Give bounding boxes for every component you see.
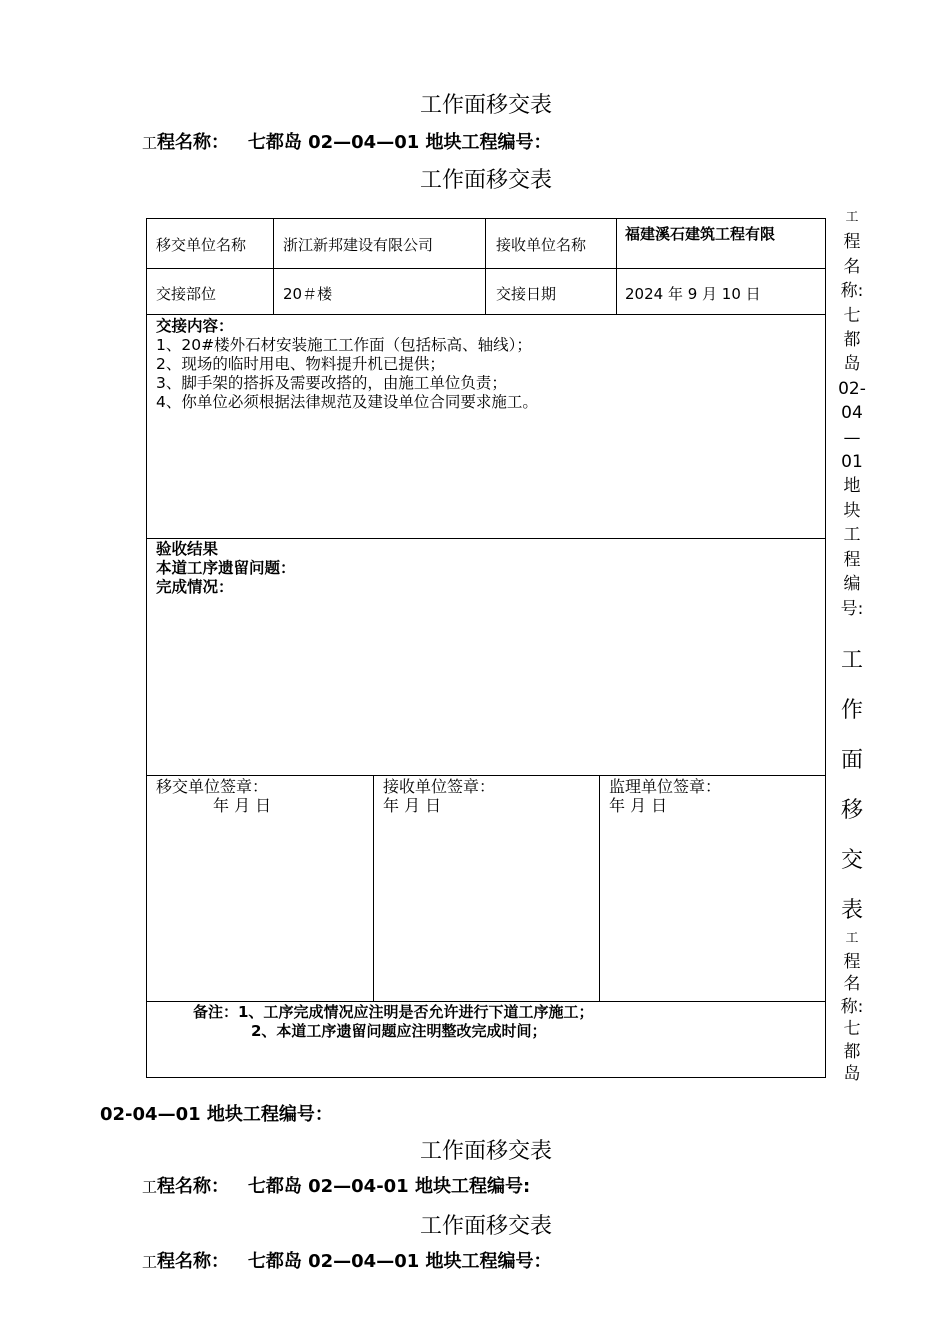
side-char: 工 <box>845 931 859 946</box>
handover-signature <box>156 777 271 815</box>
side-char: 编 <box>843 574 861 595</box>
project-line-1 <box>142 128 552 154</box>
project-lead: 工 <box>142 1253 158 1271</box>
side-char: 都 <box>843 330 861 351</box>
page-title-1: 工作面移交表 <box>420 93 553 118</box>
content-item: 1、20#楼外石材安装施工工作面（包括标高、轴线）； <box>156 336 532 354</box>
project-value: 七都岛 02—04—01 地块工程编号： <box>247 1251 552 1272</box>
supervision-signature <box>609 777 721 815</box>
project-line-4 <box>142 1247 552 1273</box>
project-value: 七都岛 02—04-01 地块工程编号: <box>247 1176 531 1197</box>
receiving-signature-date: 年 月 日 <box>383 796 442 815</box>
side-char: 程 <box>843 951 861 972</box>
side-char: 都 <box>843 1041 861 1062</box>
page-title-3: 工作面移交表 <box>420 1139 553 1164</box>
side-char: 交 <box>840 848 863 873</box>
project-label: 程名称： <box>157 1251 230 1272</box>
content-item: 3、脚手架的搭拆及需要改搭的，由施工单位负责； <box>156 374 507 392</box>
acceptance-heading: 验收结果 <box>156 540 219 558</box>
side-char: 表 <box>840 898 863 923</box>
page-title-2: 工作面移交表 <box>420 168 553 193</box>
side-char: 名 <box>843 974 861 994</box>
side-char: 程 <box>843 232 861 253</box>
receiving-signature-label: 接收单位签章： <box>383 777 496 796</box>
handover-table <box>146 218 826 1078</box>
continuation-line: 02-04—01 地块工程编号： <box>100 1104 333 1125</box>
side-char: 04 <box>841 403 863 424</box>
remarks <box>193 1003 593 1041</box>
project-lead: 工 <box>142 134 158 152</box>
side-char: 称: <box>840 281 864 302</box>
side-char: 01 <box>841 452 863 473</box>
completion-label: 完成情况： <box>156 578 234 596</box>
side-char: 移 <box>840 798 863 823</box>
acceptance-section <box>156 540 296 597</box>
project-label: 程名称： <box>157 1176 230 1197</box>
content-heading: 交接内容： <box>156 317 234 335</box>
receiving-signature <box>383 777 495 815</box>
handover-signature-date: 年 月 日 <box>213 796 272 815</box>
side-char: 02- <box>838 378 866 399</box>
side-char: 号: <box>840 598 864 619</box>
project-line-3 <box>142 1172 530 1198</box>
handover-unit-label: 移交单位名称 <box>156 236 247 254</box>
handover-signature-label: 移交单位签章： <box>156 777 269 796</box>
side-char: 程 <box>843 549 861 570</box>
part-label: 交接部位 <box>156 285 217 303</box>
side-char: 地 <box>843 476 861 497</box>
receiving-unit-label: 接收单位名称 <box>496 236 587 254</box>
receiving-unit-value: 福建溪石建筑工程有限 <box>625 225 776 243</box>
side-char: 工 <box>840 648 863 673</box>
handover-content <box>156 317 538 412</box>
side-char: 七 <box>843 1019 861 1039</box>
project-label: 程名称： <box>157 132 230 153</box>
project-lead: 工 <box>142 1178 158 1196</box>
side-project-text-2 <box>838 928 866 1086</box>
residual-issues-label: 本道工序遗留问题： <box>156 559 296 577</box>
side-char: 工 <box>845 210 859 225</box>
side-char: 七 <box>843 305 861 326</box>
side-title <box>838 636 866 936</box>
side-char: 岛 <box>843 1064 861 1084</box>
content-item: 4、你单位必须根据法律规范及建设单位合同要求施工。 <box>156 393 538 411</box>
side-char: 块 <box>843 500 861 521</box>
supervision-signature-label: 监理单位签章： <box>609 777 722 796</box>
side-char: 面 <box>840 748 863 773</box>
remark-line-2: 2、本道工序遗留问题应注明整改完成时间； <box>251 1022 547 1040</box>
side-char: 岛 <box>843 354 861 375</box>
side-char: 名 <box>843 256 861 277</box>
content-item: 2、现场的临时用电、物料提升机已提供； <box>156 355 445 373</box>
remark-line-1: 备注：1、工序完成情况应注明是否允许进行下道工序施工； <box>193 1003 594 1021</box>
side-project-text-1 <box>838 206 866 621</box>
side-char: 作 <box>840 698 863 723</box>
date-label: 交接日期 <box>496 285 557 303</box>
date-value: 2024 年 9 月 10 日 <box>625 285 761 303</box>
supervision-signature-date: 年 月 日 <box>609 796 668 815</box>
side-char: 工 <box>843 525 861 546</box>
part-value: 20＃楼 <box>283 285 333 303</box>
project-value: 七都岛 02—04—01 地块工程编号： <box>247 132 552 153</box>
page-title-4: 工作面移交表 <box>420 1214 553 1239</box>
handover-unit-value: 浙江新邦建设有限公司 <box>283 236 434 254</box>
side-char: 称: <box>840 996 864 1017</box>
side-char: — <box>843 427 861 448</box>
